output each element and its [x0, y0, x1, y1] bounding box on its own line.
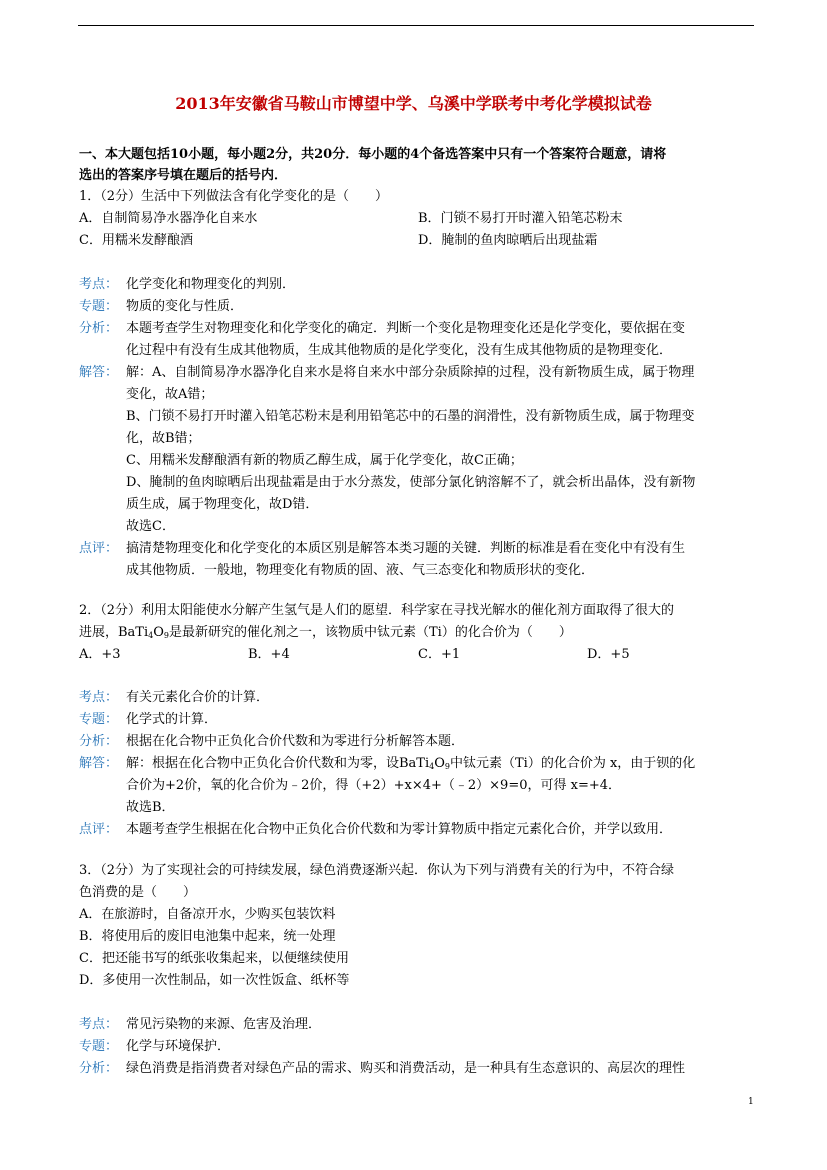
- q2-stem-sub2: 9: [163, 631, 169, 640]
- q1-dianping-line1: 搞清楚物理变化和化学变化的本质区别是解答本类习题的关键．判断的标准是看在变化中有没有生: [126, 541, 686, 556]
- q2-kaodian-label: 考点：: [79, 690, 119, 705]
- page-number: 1: [748, 1097, 754, 1107]
- q1-jieda-line1: 解：A、自制简易净水器净化自来水是将自来水中部分杂质除掉的过程，没有新物质生成，属于物理: [126, 365, 695, 380]
- q3-kaodian-label: 考点：: [79, 1017, 119, 1032]
- q2-fenxi-text: 根据在化合物中正负化合价代数和为零进行分析解答本题．: [126, 734, 465, 749]
- q2-dianping-text: 本题考查学生根据在化合物中正负化合价代数和为零计算物质中指定元素化合价，并学以致用．: [126, 822, 673, 837]
- q2-option-c: C．+1: [418, 647, 461, 662]
- q2-stem-pre: 进展，BaTi: [79, 625, 149, 640]
- q1-jieda-label: 解答：: [79, 365, 119, 380]
- q2-stem-line1: 2．（2分）利用太阳能使水分解产生氢气是人们的愿望．科学家在寻找光解水的催化剂方面取得了很大的: [79, 603, 675, 618]
- q2-dianping-label: 点评：: [79, 822, 119, 837]
- q2-jieda-line2: 合价为+2价，氧的化合价为﹣2价，得（+2）+x×4+（﹣2）×9=0，可得 x=+4．: [126, 778, 621, 793]
- q1-fenxi-label: 分析：: [79, 321, 119, 336]
- q3-option-c: C．把还能书写的纸张收集起来，以便继续使用: [79, 951, 349, 966]
- header-rule: [78, 25, 754, 26]
- q2-jieda-line3: 故选B．: [126, 800, 175, 815]
- q2-option-d: D．+5: [587, 647, 630, 662]
- q1-dianping-label: 点评：: [79, 541, 119, 556]
- q1-jieda-line3: B、门锁不易打开时灌入铅笔芯粉末是利用铅笔芯中的石墨的润滑性，没有新物质生成，属于物理变: [126, 409, 695, 424]
- q2-option-a: A．+3: [79, 647, 121, 662]
- q1-jieda-line2: 变化，故A错；: [126, 387, 214, 402]
- q1-fenxi-line2: 化过程中有没有生成其他物质，生成其他物质的是化学变化，没有生成其他物质的是物理变化．: [126, 343, 673, 358]
- q2-kaodian-text: 有关元素化合价的计算．: [126, 690, 270, 705]
- q2-zhuanti-label: 专题：: [79, 712, 119, 727]
- q1-jieda-line4: 化，故B错；: [126, 431, 201, 446]
- q3-fenxi-text: 绿色消费是指消费者对绿色产品的需求、购买和消费活动，是一种具有生态意识的、高层次的理性: [126, 1061, 686, 1076]
- q1-jieda-line5: C、用糯米发酵酿酒有新的物质乙醇生成，属于化学变化，故C正确；: [126, 453, 523, 468]
- q2-stem-line2: [79, 624, 572, 645]
- q1-option-d: D．腌制的鱼肉晾晒后出现盐霜: [418, 233, 598, 248]
- q3-stem-line1: 3．（2分）为了实现社会的可持续发展，绿色消费逐渐兴起．你认为下列与消费有关的行为中，不符合绿: [79, 863, 675, 878]
- q2-stem-mid: O: [153, 625, 164, 640]
- q1-zhuanti-text: 物质的变化与性质．: [126, 299, 244, 314]
- q1-kaodian-label: 考点：: [79, 277, 119, 292]
- q3-fenxi-label: 分析：: [79, 1061, 119, 1076]
- q1-option-b: B．门锁不易打开时灌入铅笔芯粉末: [418, 211, 623, 226]
- q1-jieda-line6: D、腌制的鱼肉晾晒后出现盐霜是由于水分蒸发，使部分氯化钠溶解不了，就会析出晶体，没有新物: [126, 475, 696, 490]
- section-heading-line2: 选出的答案序号填在题后的括号内．: [79, 168, 288, 183]
- q1-fenxi-line1: 本题考查学生对物理变化和化学变化的确定．判断一个变化是物理变化还是化学变化，要依据在变: [126, 321, 686, 336]
- q2-jieda-sub1: 4: [429, 762, 435, 771]
- q1-option-a: A．自制简易净水器净化自来水: [79, 211, 258, 226]
- q2-jieda-mid: O: [434, 756, 445, 771]
- q3-option-a: A．在旅游时，自备凉开水，少购买包装饮料: [79, 907, 336, 922]
- q1-zhuanti-label: 专题：: [79, 299, 119, 314]
- q1-jieda-line7: 质生成，属于物理变化，故D错．: [126, 497, 319, 512]
- q3-kaodian-text: 常见污染物的来源、危害及治理．: [126, 1017, 322, 1032]
- page-title: 2013年安徽省马鞍山市博望中学、乌溪中学联考中考化学模拟试卷: [175, 94, 652, 113]
- q1-kaodian-text: 化学变化和物理变化的判别．: [126, 277, 296, 292]
- q2-jieda-sub2: 9: [444, 762, 450, 771]
- q3-stem-line2: 色消费的是（ ）: [79, 885, 197, 900]
- q2-stem-sub1: 4: [148, 631, 154, 640]
- q1-option-c: C．用糯米发酵酿酒: [79, 233, 193, 248]
- q1-stem: 1．（2分）生活中下列做法含有化学变化的是（ ）: [79, 189, 389, 204]
- q2-fenxi-label: 分析：: [79, 734, 119, 749]
- q1-jieda-line8: 故选C．: [126, 519, 175, 534]
- q2-stem-post: 是最新研究的催化剂之一，该物质中钛元素（Ti）的化合价为（ ）: [169, 625, 572, 640]
- q2-jieda-label: 解答：: [79, 756, 119, 771]
- q3-zhuanti-text: 化学与环境保护．: [126, 1039, 231, 1054]
- q2-jieda-line1: [126, 755, 695, 776]
- q2-zhuanti-text: 化学式的计算．: [126, 712, 218, 727]
- q1-dianping-line2: 成其他物质．一般地，物理变化有物质的固、液、气三态变化和物质形状的变化．: [126, 563, 595, 578]
- section-heading-line1: 一、本大题包括10小题，每小题2分，共20分．每小题的4个备选答案中只有一个答案符合题意，请将: [79, 147, 667, 162]
- q3-option-d: D．多使用一次性制品，如一次性饭盒、纸杯等: [79, 973, 350, 988]
- q2-jieda-pre: 解：根据在化合物中正负化合价代数和为零，设BaTi: [126, 756, 430, 771]
- q3-zhuanti-label: 专题：: [79, 1039, 119, 1054]
- q2-jieda-post: 中钛元素（Ti）的化合价为 x，由于钡的化: [450, 756, 696, 771]
- q2-option-b: B．+4: [248, 647, 290, 662]
- q3-option-b: B．将使用后的废旧电池集中起来，统一处理: [79, 929, 336, 944]
